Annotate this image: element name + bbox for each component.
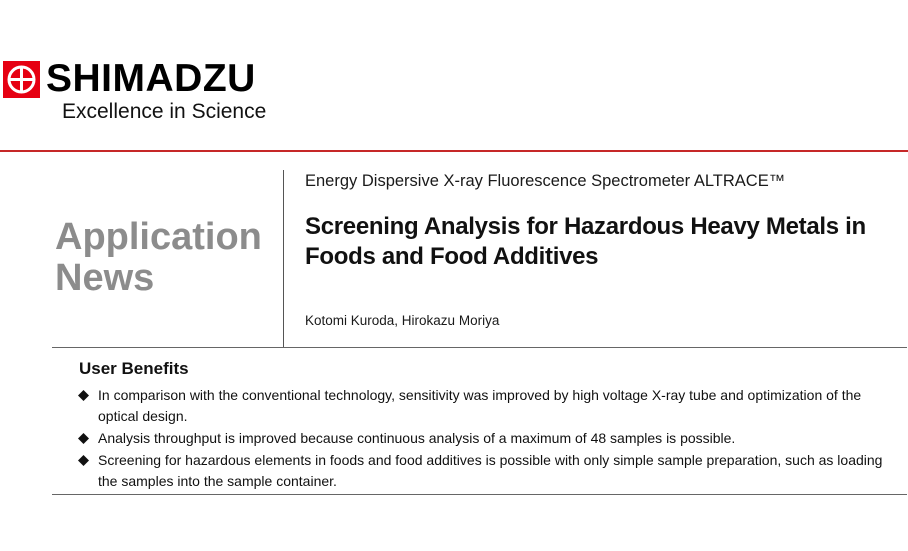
diamond-bullet-icon bbox=[78, 390, 89, 401]
benefit-item bbox=[78, 385, 893, 427]
vertical-divider bbox=[283, 170, 284, 347]
section-divider-top bbox=[52, 347, 907, 348]
benefit-item bbox=[78, 450, 893, 492]
series-label-line1: Application bbox=[55, 216, 262, 258]
benefit-text: Screening for hazardous elements in foods and food additives is possible with only simple sample preparation, such as loading the samples into the sample container. bbox=[98, 452, 883, 489]
brand-name: SHIMADZU bbox=[46, 57, 256, 100]
brand-tagline: Excellence in Science bbox=[62, 100, 267, 123]
benefit-item bbox=[78, 428, 893, 449]
article-authors: Kotomi Kuroda, Hirokazu Moriya bbox=[305, 313, 500, 328]
benefit-text: In comparison with the conventional technology, sensitivity was improved by high voltage X-ray tube and optimization of the optical design. bbox=[98, 387, 862, 424]
shimadzu-logo-icon bbox=[3, 61, 40, 98]
article-subtitle: Energy Dispersive X-ray Fluorescence Spectrometer ALTRACE™ bbox=[305, 172, 786, 190]
benefit-text: Analysis throughput is improved because continuous analysis of a maximum of 48 samples is possible. bbox=[98, 430, 736, 446]
diamond-bullet-icon bbox=[78, 433, 89, 444]
benefits-heading: User Benefits bbox=[79, 359, 189, 378]
header-divider bbox=[0, 150, 908, 152]
section-divider-bottom bbox=[52, 494, 907, 495]
series-label bbox=[55, 217, 262, 299]
series-label-line2: News bbox=[55, 257, 155, 299]
article-title: Screening Analysis for Hazardous Heavy Metals in Foods and Food Additives bbox=[305, 213, 866, 270]
benefits-list bbox=[78, 385, 893, 493]
diamond-bullet-icon bbox=[78, 455, 89, 466]
